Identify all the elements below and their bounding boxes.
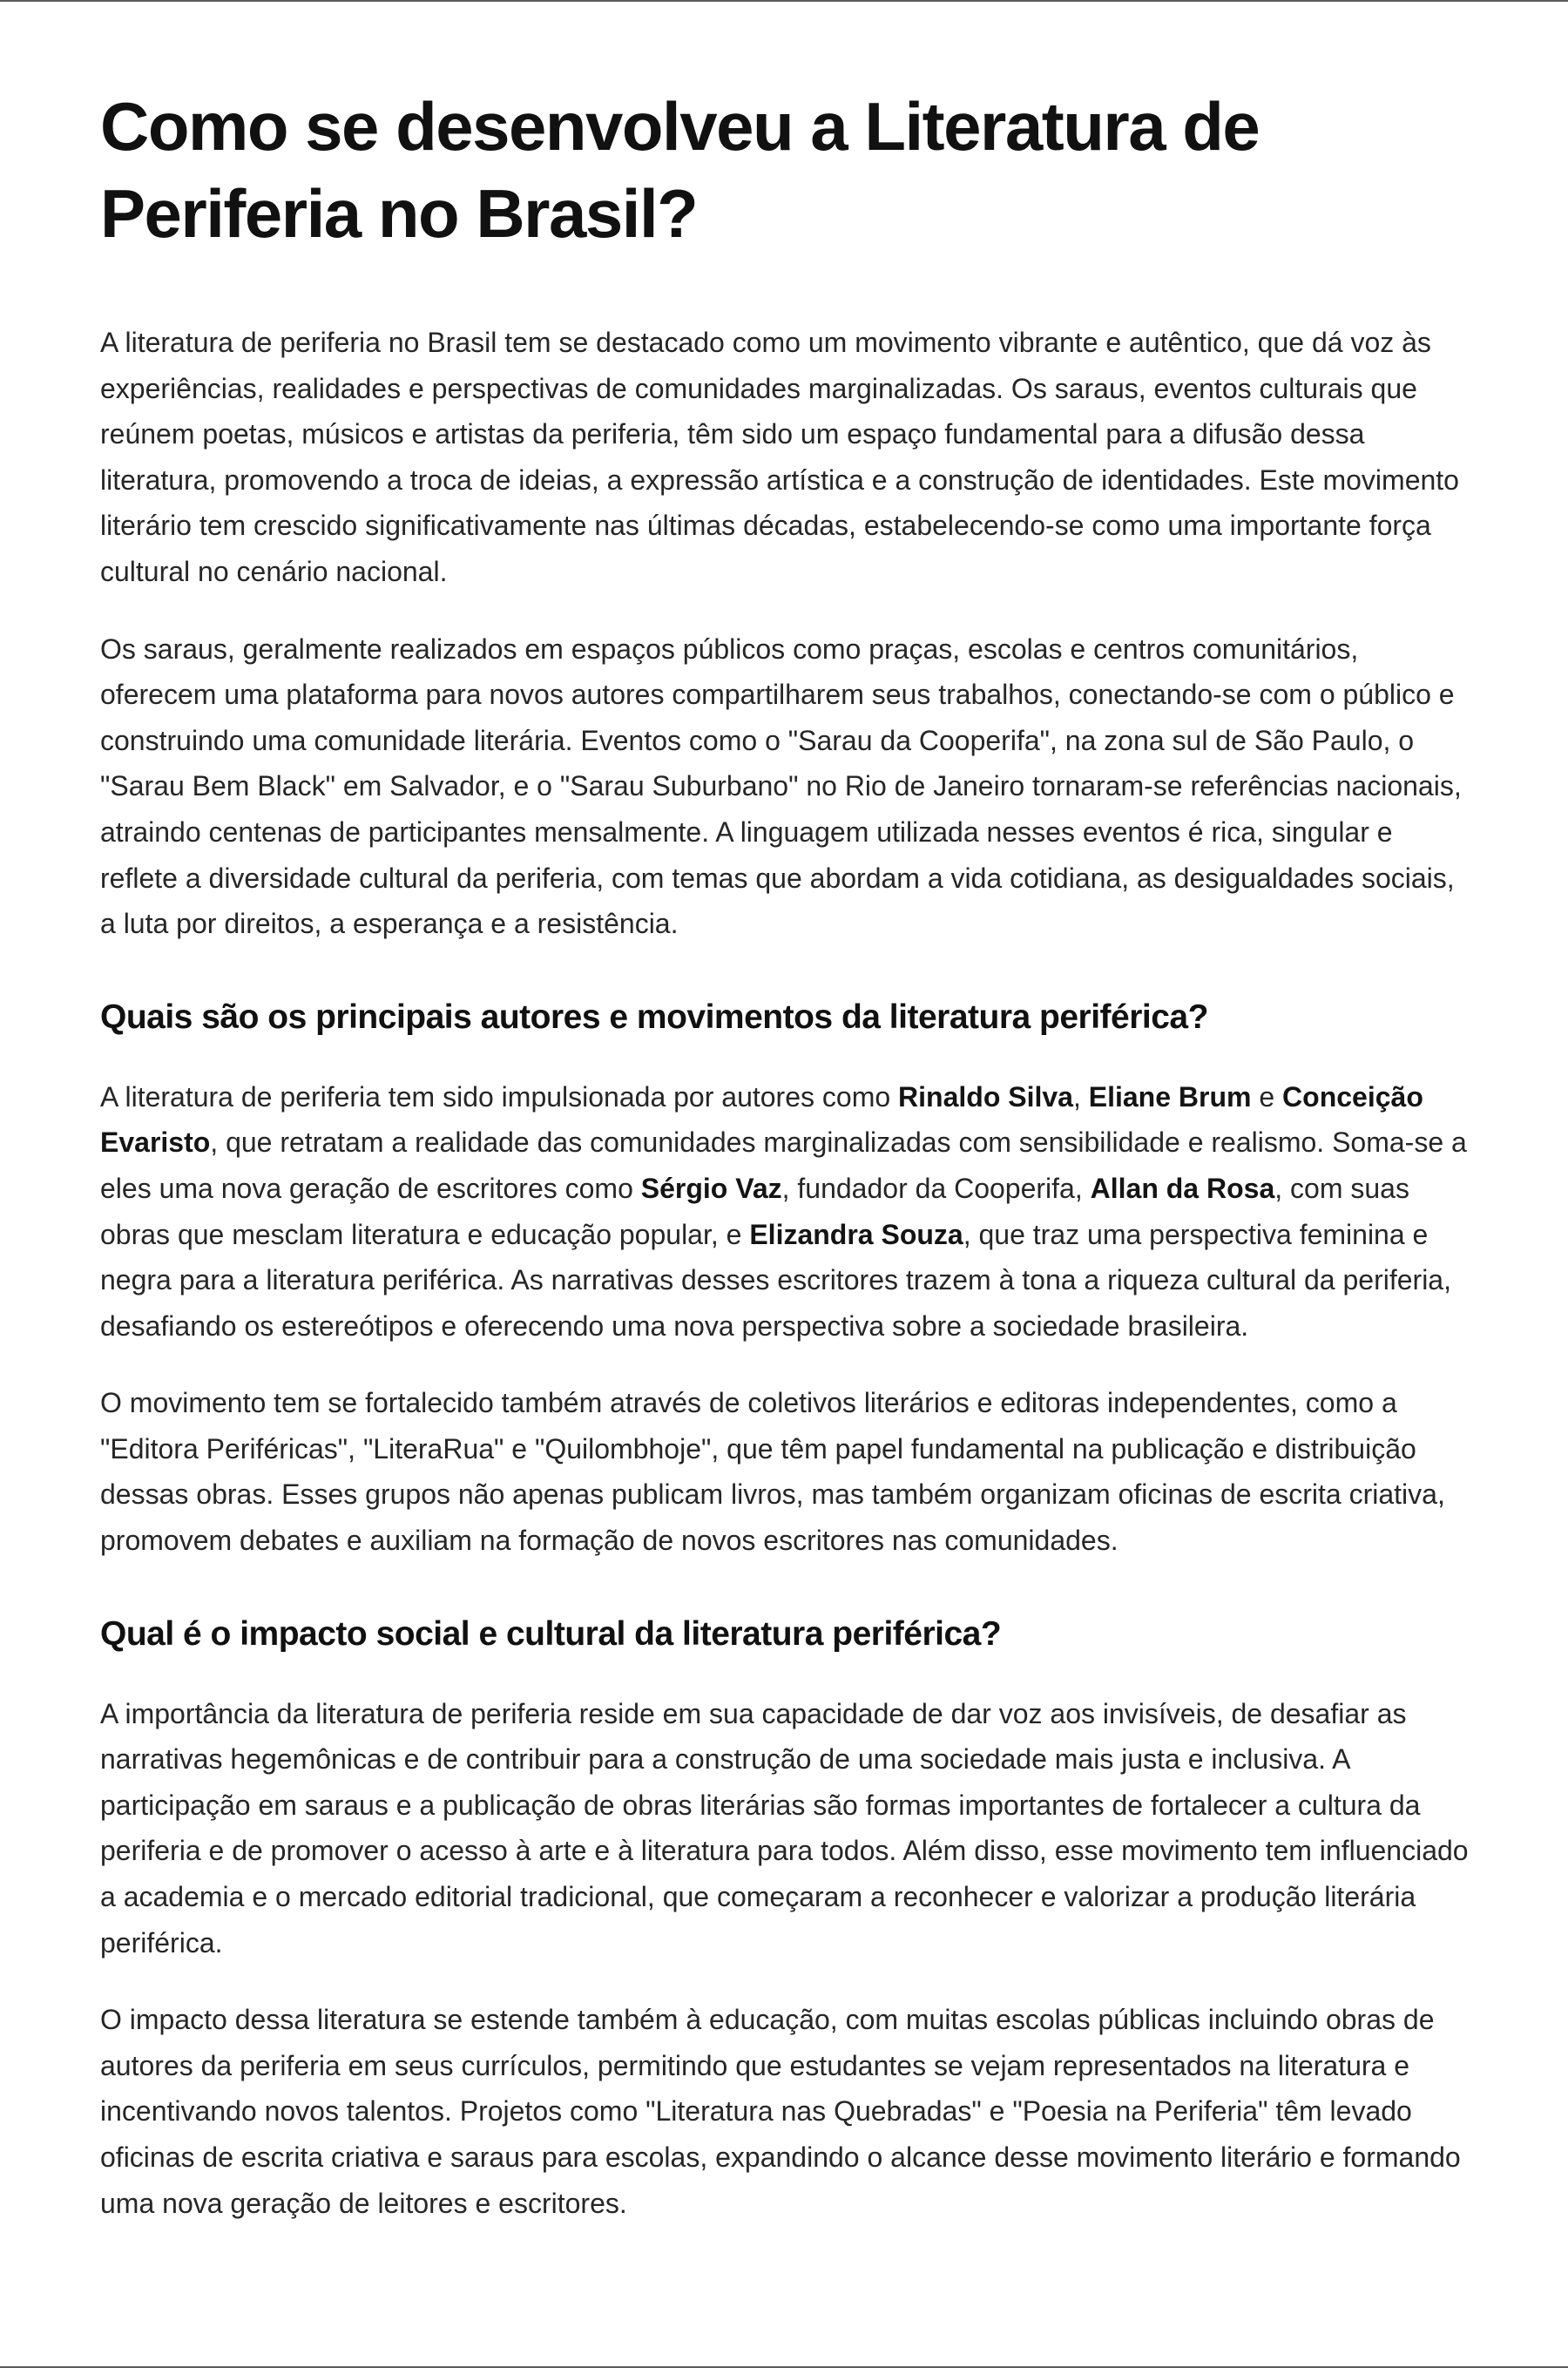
impact-paragraph-1: A importância da literatura de periferia reside em sua capacidade de dar voz aos invisíveis, de desafiar as narrativas hegemônicas e de contribuir para a construção de uma sociedade mais justa e inclusiva. A participação em saraus e a publicação de obras literárias são formas importantes de fortalecer a cultura da periferia e de promover o acesso à arte e à literatura para todos. Além disso, esse movimento tem influenciado a academia e o mercado editorial tradicional, que começaram a reconhecer e valorizar a produção literária periférica. — [100, 1697, 1469, 1959]
intro-paragraph-1: A literatura de periferia no Brasil tem se destacado como um movimento vibrante e autêntico, que dá voz às experiências, realidades e perspectivas de comunidades marginalizadas. Os saraus, eventos culturais que reúnem poetas, músicos e artistas da periferia, têm sido um espaço fundamental para a difusão dessa literatura, promovendo a troca de ideias, a expressão artística e a construção de identidades. Este movimento literário tem crescido significativamente nas últimas décadas, estabelecendo-se como uma importante força cultural no cenário nacional. — [100, 327, 1459, 587]
section-heading-impact: Qual é o impacto social e cultural da literatura periférica? — [100, 1614, 1002, 1653]
author-name: Rinaldo Silva — [898, 1080, 1073, 1113]
text-span: , — [1072, 1080, 1089, 1113]
text-span: , que traz uma perspectiva feminina e negra para a literatura periférica. As narrativas desses escritores trazem à tona a riqueza cultural da periferia, desafiando os estereótipos e oferecendo uma nova perspectiva sobre a sociedade brasileira. — [100, 1218, 1451, 1342]
impact-paragraph-2: O impacto dessa literatura se estende também à educação, com muitas escolas públicas incluindo obras de autores da periferia em seus currículos, permitindo que estudantes se vejam representados na literatura e incentivando novos talentos. Projetos como "Literatura nas Quebradas" e "Poesia na Periferia" têm levado oficinas de escrita criativa e saraus para escolas, expandindo o alcance desse movimento literário e formando uma nova geração de leitores e escritores. — [100, 2004, 1461, 2219]
author-name: Elizandra Souza — [749, 1218, 963, 1250]
text-span: , com suas obras que mesclam literatura e educação popular, e — [100, 1172, 1409, 1250]
text-span: , que retratam a realidade das comunidades marginalizadas com sensibilidade e realismo. Soma-se a eles uma nova geração de escritores como — [100, 1126, 1467, 1204]
author-name: Sérgio Vaz — [640, 1172, 782, 1204]
author-name: Eliane Brum — [1088, 1080, 1252, 1113]
top-divider — [0, 0, 1568, 2]
article — [100, 83, 1472, 2257]
authors-paragraph — [100, 1074, 1472, 1350]
text-span: e — [1251, 1080, 1283, 1113]
author-name: Conceição Evaristo — [100, 1080, 1423, 1159]
section-heading-authors: Quais são os principais autores e movimentos da literatura periférica? — [100, 998, 1208, 1036]
page-title: Como se desenvolveu a Literatura de Periferia no Brasil? — [100, 88, 1260, 252]
text-span: , fundador da Cooperifa, — [781, 1172, 1091, 1204]
intro-paragraph-2: Os saraus, geralmente realizados em espaços públicos como praças, escolas e centros comunitários, oferecem uma plataforma para novos autores compartilharem seus trabalhos, conectando-se com o público e construindo uma comunidade literária. Eventos como o "Sarau da Cooperifa", na zona sul de São Paulo, o "Sarau Bem Black" em Salvador, e o "Sarau Suburbano" no Rio de Janeiro tornaram-se referências nacionais, atraindo centenas de participantes mensalmente. A linguagem utilizada nesses eventos é rica, singular e reflete a diversidade cultural da periferia, com temas que abordam a vida cotidiana, as desigualdades sociais, a luta por direitos, a esperança e a resistência. — [100, 633, 1462, 940]
text-span: A literatura de periferia tem sido impulsionada por autores como — [100, 1080, 899, 1113]
author-name: Allan da Rosa — [1090, 1172, 1275, 1204]
collectives-paragraph: O movimento tem se fortalecido também através de coletivos literários e editoras independentes, como a "Editora Periféricas", "LiteraRua" e "Quilombhoje", que têm papel fundamental na publicação e distribuição dessas obras. Esses grupos não apenas publicam livros, mas também organizam oficinas de escrita criativa, promovem debates e auxiliam na formação de novos escritores nas comunidades. — [100, 1387, 1445, 1557]
